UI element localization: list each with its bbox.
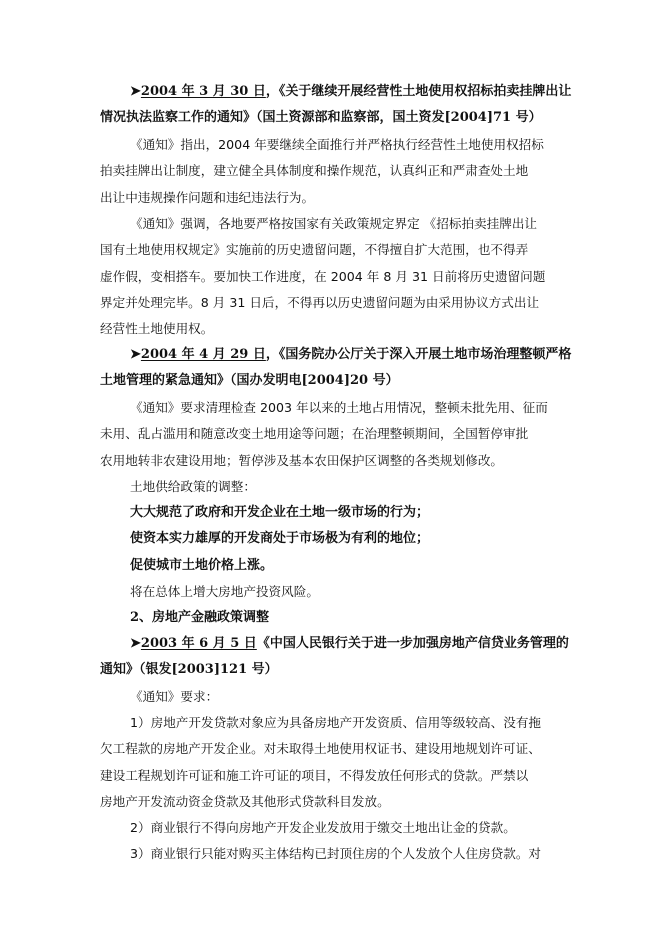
text-line: 《通知》要求清理检查 2003 年以来的土地占用情况，整顿未批先用、征而	[130, 400, 548, 415]
heading-line: 土地管理的紧急通知》（国办发明电[2004]20 号）	[100, 373, 399, 389]
list-item: 促使城市土地价格上涨。	[130, 557, 274, 573]
requirement-item-1	[100, 710, 570, 815]
text-line: 国有土地使用权规定》实施前的历史遗留问题，不得擅自扩大范围，也不得弄	[100, 242, 529, 258]
list-item: 大大规范了政府和开发企业在土地一级市场的行为；	[130, 505, 430, 520]
heading-line: 情况执法监察工作的通知》（国土资源部和监察部，国土资发[2004]71 号）	[100, 110, 542, 126]
notice-requires	[100, 684, 570, 710]
text-line: 房地产开发流动资金贷款及其他形式贷款科目发放。	[100, 793, 390, 809]
arrow-bullet-icon: ➤	[130, 636, 141, 651]
supply-policy-intro	[100, 474, 570, 500]
supply-policy-list	[100, 500, 570, 579]
text-line: 1）房地产开发贷款对象应为具备房地产开发资质、信用等级较高、没有拖	[130, 715, 542, 730]
heading-date: 2004 年 3 月 30 日	[140, 84, 266, 99]
text-line: 拍卖挂牌出让制度，建立健全具体制度和操作规范，认真纠正和严肃查处土地	[100, 163, 529, 179]
heading-title-part: ，《关于继续开展经营性土地使用权招标拍卖挂牌出让	[265, 84, 572, 99]
text-line: 2）商业银行不得向房地产开发企业发放用于缴交土地出让金的贷款。	[130, 820, 516, 835]
heading-line: 通知》（银发[2003]121 号）	[100, 662, 278, 678]
policy-heading-2003-06-05	[100, 631, 570, 684]
text-line: 《通知》指出，2004 年要继续全面推行并严格执行经营性土地使用权招标	[130, 137, 544, 152]
section-title-text: 2、房地产金融政策调整	[130, 610, 270, 625]
text-line: 界定并处理完毕。8 月 31 日后，不得再以历史遗留问题为由采用协议方式出让	[100, 294, 540, 310]
paragraph-notice-emphasis	[100, 211, 570, 342]
text-line: 3）商业银行只能对购买主体结构已封顶住房的个人发放个人住房贷款。对	[130, 846, 542, 861]
text-line: 将在总体上增大房地产投资风险。	[130, 584, 319, 599]
text-line: 《通知》强调，各地要严格按国家有关政策规定界定 《招标拍卖挂牌出让	[130, 216, 538, 231]
arrow-bullet-icon: ➤	[130, 347, 141, 362]
heading-line	[100, 342, 570, 368]
section-title	[100, 605, 570, 631]
paragraph-notice-requirements	[100, 395, 570, 474]
text-line: 建设工程规划许可证和施工许可证的项目，不得发放任何形式的贷款。严禁以	[100, 767, 529, 783]
text-line: 土地供给政策的调整：	[130, 479, 256, 494]
list-item: 使资本实力雄厚的开发商处于市场极为有利的地位；	[130, 531, 430, 547]
heading-date: 2004 年 4 月 29 日	[140, 347, 266, 362]
heading-title-part: 《中国人民银行关于进一步加强房地产信贷业务管理的	[256, 636, 569, 651]
text-line: 未用、乱占滥用和随意改变土地用途等问题；在治理整顿期间，全国暂停审批	[100, 426, 529, 442]
policy-heading-2004-03-30	[100, 79, 570, 132]
text-line: 经营性土地使用权。	[100, 321, 214, 337]
text-line: 农用地转非农建设用地；暂停涉及基本农田保护区调整的各类规划修改。	[100, 452, 503, 468]
text-line: 欠工程款的房地产开发企业。对未取得土地使用权证书、建设用地规划许可证、	[100, 741, 541, 757]
heading-line	[100, 79, 570, 105]
policy-heading-2004-04-29	[100, 342, 570, 395]
heading-line	[100, 631, 570, 657]
text-line: 虚作假，变相搭车。要加快工作进度，在 2004 年 8 月 31 日前将历史遗留问题	[100, 268, 546, 284]
arrow-bullet-icon: ➤	[130, 84, 141, 99]
text-line: 《通知》要求：	[130, 689, 219, 704]
paragraph-notice-points	[100, 132, 570, 211]
heading-title-part: ，《国务院办公厅关于深入开展土地市场治理整顿严格	[265, 347, 572, 362]
risk-statement	[100, 579, 570, 605]
requirement-item-2	[100, 815, 570, 841]
requirement-item-3	[100, 841, 570, 867]
text-line: 出让中违规操作问题和违纪违法行为。	[100, 189, 315, 205]
heading-date: 2003 年 6 月 5 日	[140, 636, 257, 651]
